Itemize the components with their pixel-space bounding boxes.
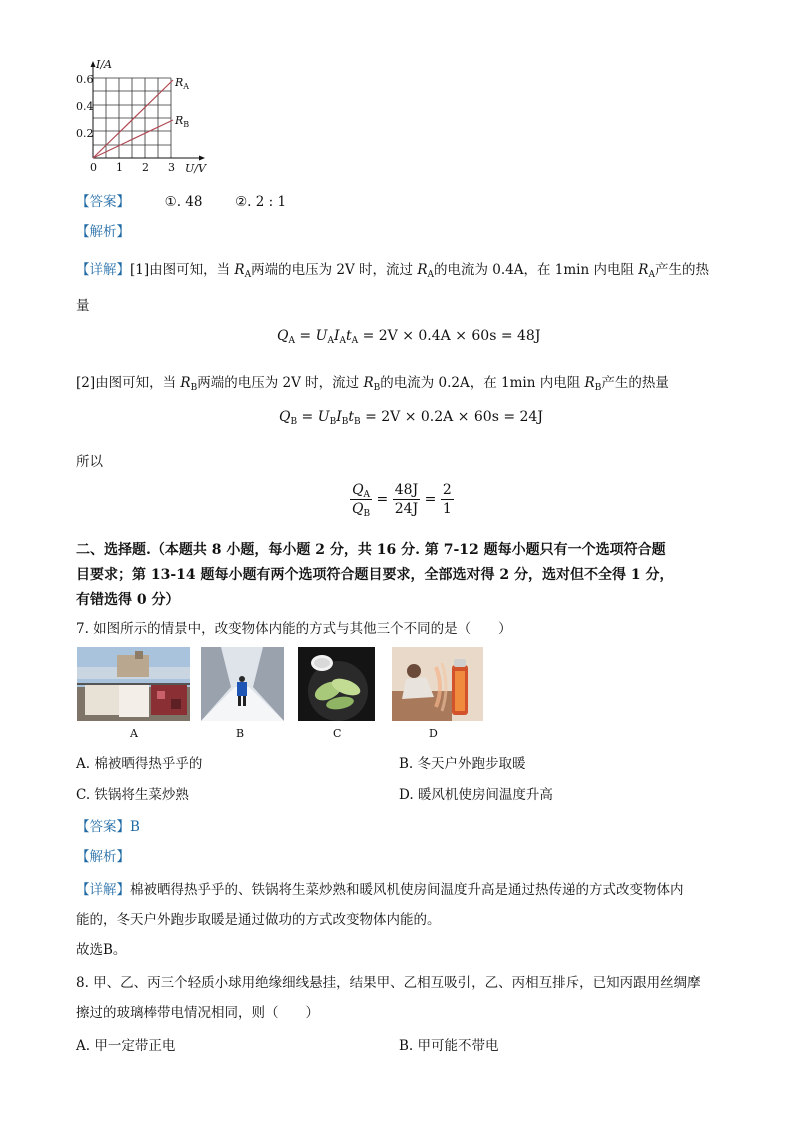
q8-stem-line-2: 擦过的玻璃棒带电情况相同，则（ ） [76, 1005, 319, 1021]
q8-stem-line-1: 8. 甲、乙、丙三个轻质小球用绝缘细线悬挂，结果甲、乙相互吸引，乙、丙相互排斥，已知丙跟用丝绸摩 [76, 975, 701, 991]
q7-stem: 7. 如图所示的情景中，改变物体内能的方式与其他三个不同的是（ ） [76, 621, 512, 637]
section-2-header-line-3: 有错选得 0 分） [76, 592, 180, 608]
q7-image-a-quilts [77, 647, 190, 721]
q6-so: 所以 [76, 454, 103, 470]
q7-caption-d: D [429, 727, 438, 740]
graph-y-tick: 0.2 [76, 127, 94, 140]
graph-x-tick: 0 [90, 161, 97, 174]
graph-label-rb: $R_B$ [175, 114, 190, 129]
line-ra [93, 80, 173, 158]
q7-image-b-runner [201, 647, 284, 721]
q7-option-d: D. 暖风机使房间温度升高 [399, 787, 553, 803]
q7-detail-line-2: 能的，冬天户外跑步取暖是通过做功的方式改变物体内能的。 [76, 912, 441, 928]
answer-2: ②. 2 : 1 [235, 194, 287, 210]
graph-y-tick: 0.6 [76, 73, 94, 86]
q6-detail-line-1-cont: 量 [76, 298, 90, 314]
answer-1: ①. 48 [164, 194, 203, 210]
q7-caption-a: A [130, 727, 138, 740]
graph-x-tick: 3 [168, 161, 175, 174]
q7-caption-c: C [333, 727, 342, 740]
q7-option-b: B. 冬天户外跑步取暖 [399, 756, 526, 772]
q7-image-d-heater [392, 647, 483, 721]
q7-image-c-wok [298, 647, 375, 721]
section-2-header-line-2: 目要求；第 13-14 题每小题有两个选项符合题目要求，全部选对得 2 分，选对但不全得 1 分， [76, 567, 674, 583]
q7-analysis-tag: 【解析】 [76, 849, 130, 865]
q7-option-a: A. 棉被晒得热乎乎的 [76, 756, 203, 772]
graph-x-tick: 2 [142, 161, 149, 174]
q6-detail-line-1: 【详解】[1]由图可知，当 $R_A$两端的电压为 2V 时，流过 $R_A$的电流为 0.4A，在 1min 内电阻 $R_A$产生的热 [76, 262, 709, 280]
section-2-header-line-1: 二、选择题.（本题共 8 小题，每小题 2 分，共 16 分. 第 7-12 题每小题只有一个选项符合题 [76, 542, 666, 558]
q8-option-b: B. 甲可能不带电 [399, 1038, 499, 1054]
q6-answer [76, 190, 286, 210]
graph-label-ra: $R_A$ [175, 76, 190, 91]
line-rb [93, 120, 173, 158]
graph-x-label: U/V [185, 162, 206, 175]
q7-conclusion: 故选B。 [76, 942, 127, 958]
q6-detail-line-2: [2]由图可知，当 $R_B$两端的电压为 2V 时，流过 $R_B$的电流为 0.2A，在 1min 内电阻 $R_B$产生的热量 [76, 375, 669, 393]
q6-analysis-tag: 【解析】 [76, 224, 130, 240]
q8-option-a: A. 甲一定带正电 [76, 1038, 176, 1054]
q6-equation-1: $Q_A = U_AI_At_A = 2V \times 0.4A \times 60s = 48J$ [277, 328, 541, 346]
q7-answer: 【答案】B [76, 819, 140, 835]
q7-option-c: C. 铁锅将生菜炒熟 [76, 787, 189, 803]
q6-equation-2: $Q_B = U_BI_Bt_B = 2V \times 0.2A \times 60s = 24J$ [279, 409, 543, 427]
answer-tag: 【答案】 [76, 194, 130, 210]
q7-detail-line-1: 【详解】棉被晒得热乎乎的、铁锅将生菜炒熟和暖风机使房间温度升高是通过热传递的方式改变物体内 [76, 882, 684, 898]
q6-ratio: $\frac{Q_A}{Q_B}$ = $\frac{48J}{24J}$ = $\frac{2}{1}$ [352, 482, 452, 519]
graph-x-tick: 1 [116, 161, 123, 174]
graph-y-label: I/A [96, 58, 112, 71]
q7-caption-b: B [236, 727, 245, 740]
graph-y-tick: 0.4 [76, 100, 94, 113]
